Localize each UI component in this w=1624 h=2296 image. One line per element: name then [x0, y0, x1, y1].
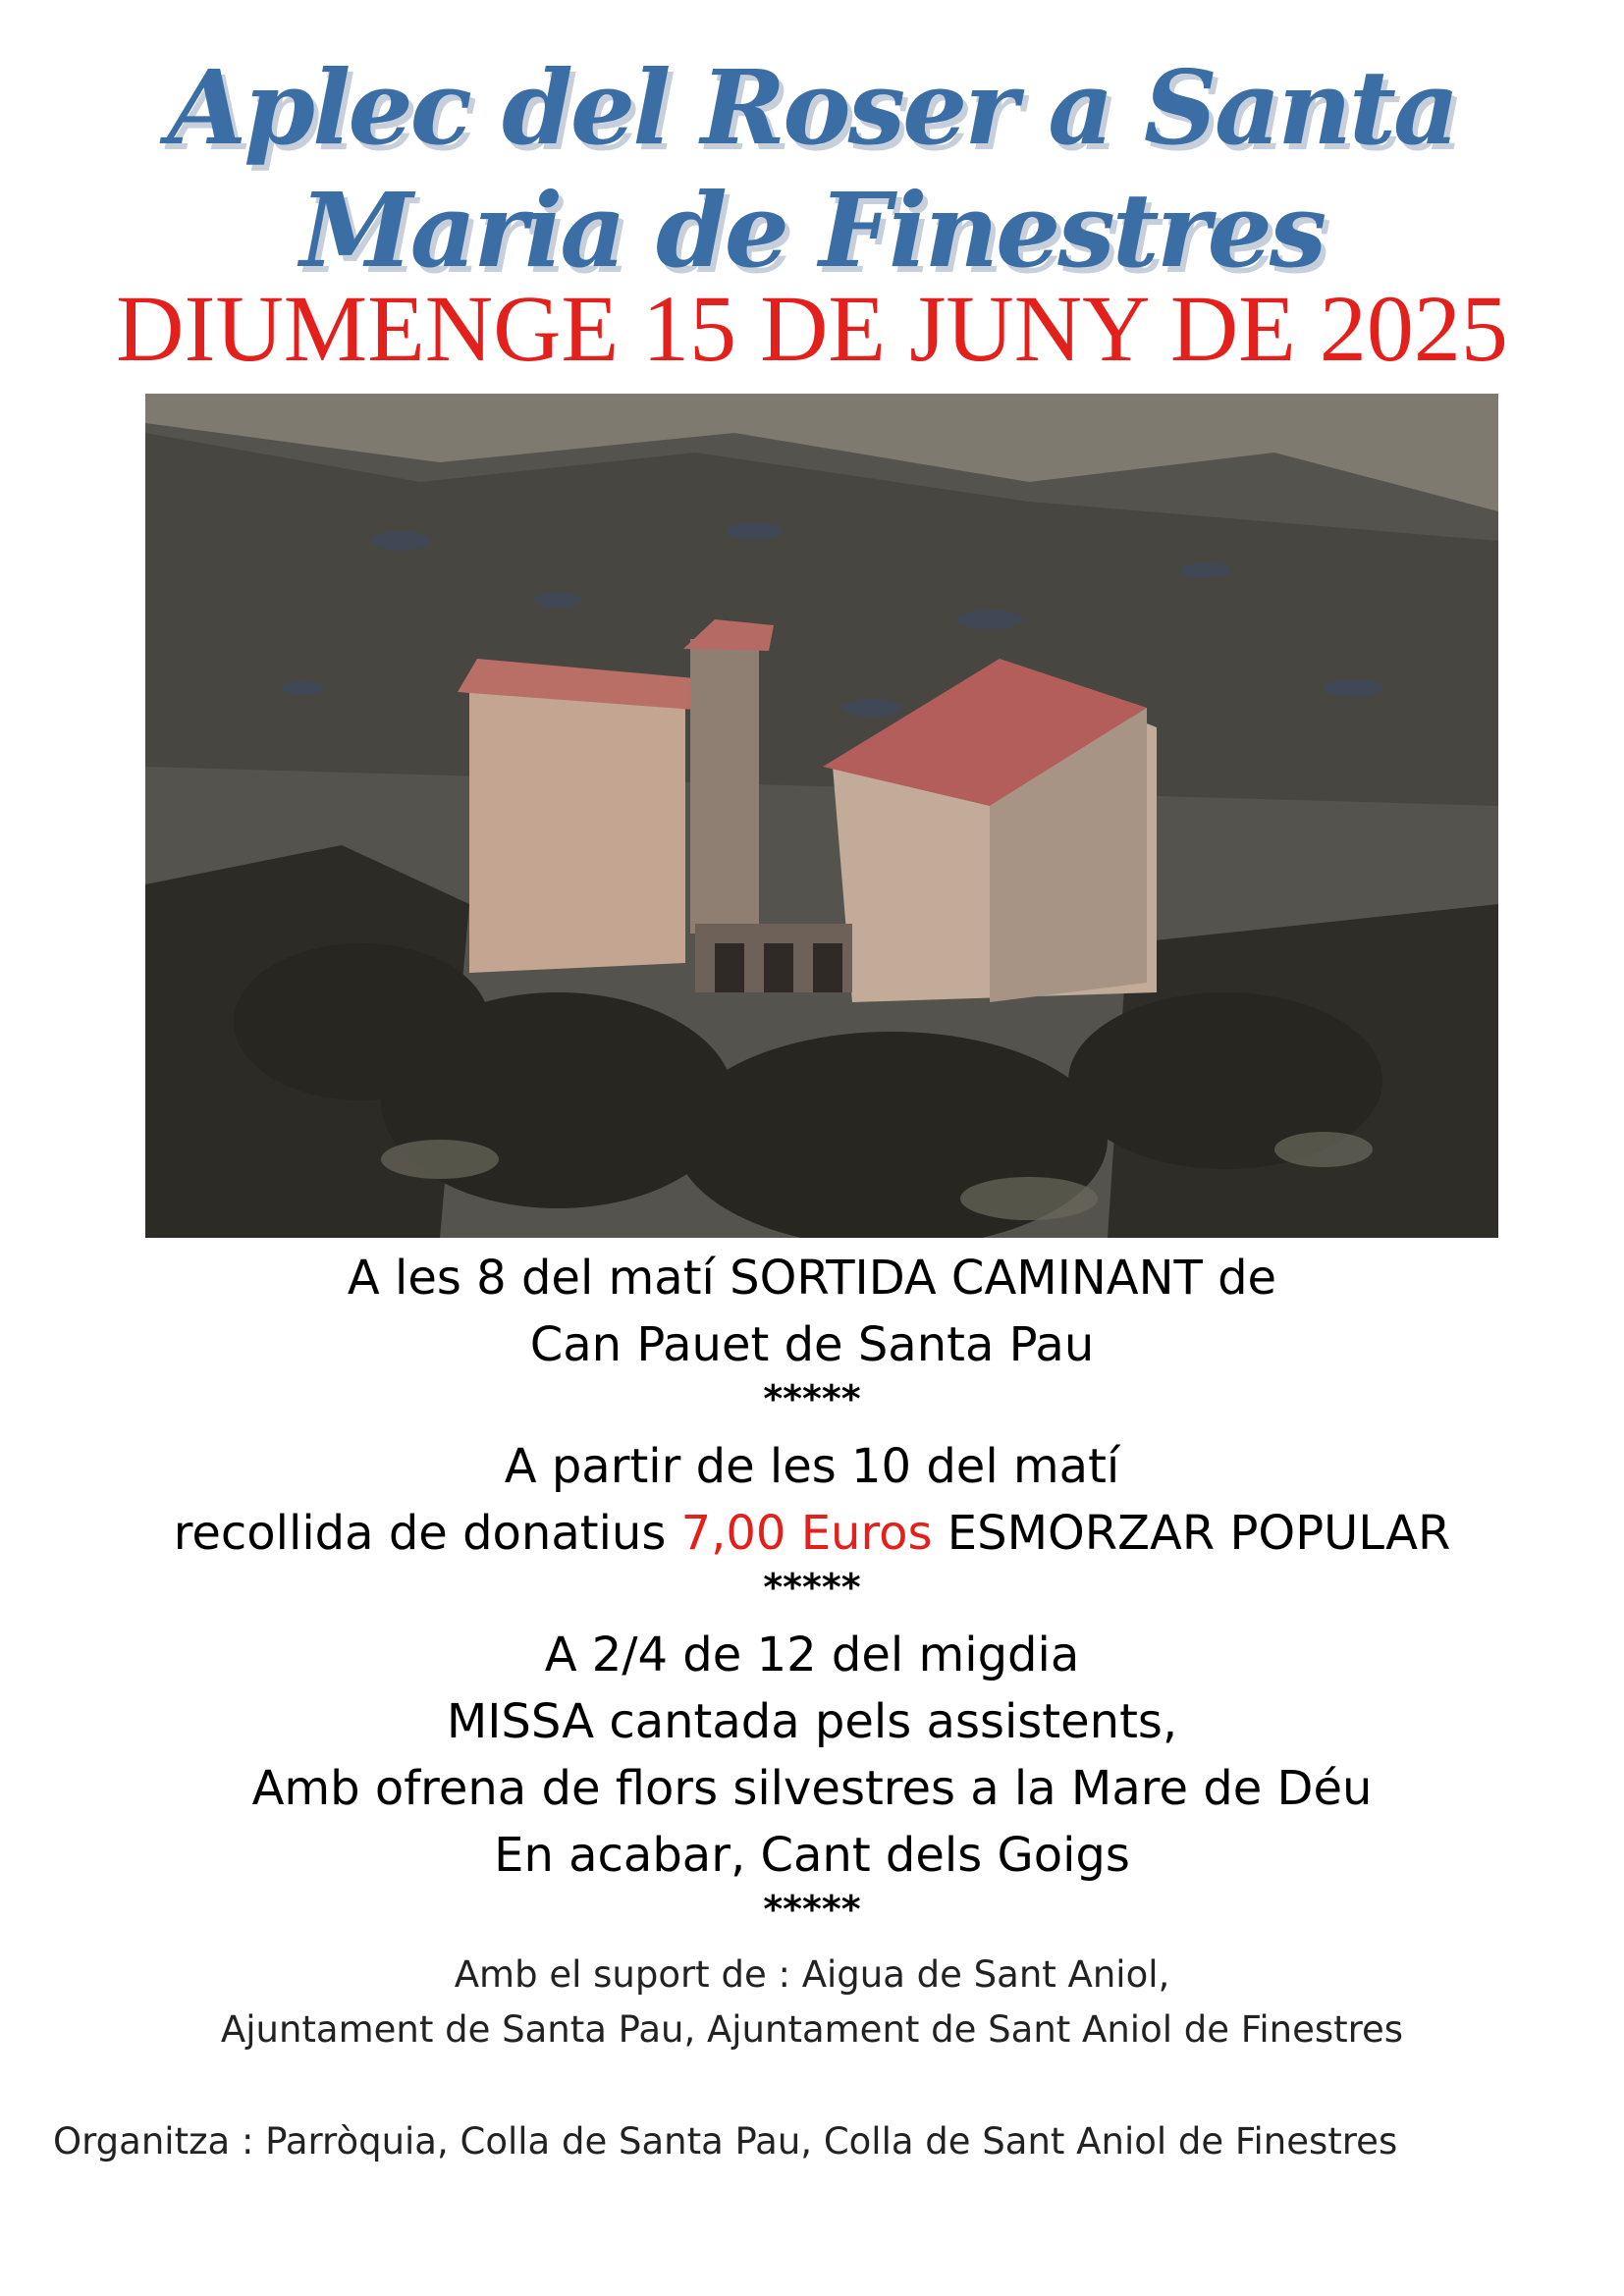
event-date: DIUMENGE 15 DE JUNY DE 2025: [116, 276, 1508, 381]
breakfast-line-1: A partir de les 10 del matí: [504, 1439, 1120, 1494]
support-line-1: Amb el suport de : Aigua de Sant Aniol,: [454, 1953, 1170, 1996]
breakfast-text-after: ESMORZAR POPULAR: [932, 1506, 1451, 1561]
mass-line-2: MISSA cantada pels assistents,: [446, 1694, 1178, 1749]
mass-line-1: A 2/4 de 12 del migdia: [544, 1628, 1080, 1682]
walk-line-1: A les 8 del matí SORTIDA CAMINANT de: [347, 1251, 1277, 1306]
hermitage-illustration: [145, 394, 1498, 1238]
hermitage-photo: [145, 394, 1498, 1238]
separator: *****: [763, 1888, 861, 1931]
support-line-2: Ajuntament de Santa Pau, Ajuntament de Sant Aniol de Finestres: [220, 2008, 1404, 2051]
mass-section: [0, 1622, 1624, 1930]
mass-line-4: En acabar, Cant dels Goigs: [494, 1828, 1130, 1883]
breakfast-line-2: [0, 1500, 1624, 1567]
separator: *****: [763, 1377, 861, 1420]
separator: *****: [763, 1566, 861, 1609]
walk-line-2: Can Pauet de Santa Pau: [529, 1317, 1095, 1372]
breakfast-section: [0, 1433, 1624, 1608]
breakfast-price: 7,00 Euros: [680, 1506, 933, 1561]
walk-section: [0, 1245, 1624, 1419]
breakfast-text-before: recollida de donatius: [173, 1506, 681, 1561]
organizer-line: Organitza : Parròquia, Colla de Santa Pau, Colla de Sant Aniol de Finestres: [53, 2120, 1398, 2163]
support-section: [0, 1948, 1624, 2057]
poster-title: Aplec del Roser a Santa Maria de Finestres: [167, 47, 1457, 291]
mass-line-3: Amb ofrena de flors silvestres a la Mare de Déu: [251, 1761, 1373, 1816]
